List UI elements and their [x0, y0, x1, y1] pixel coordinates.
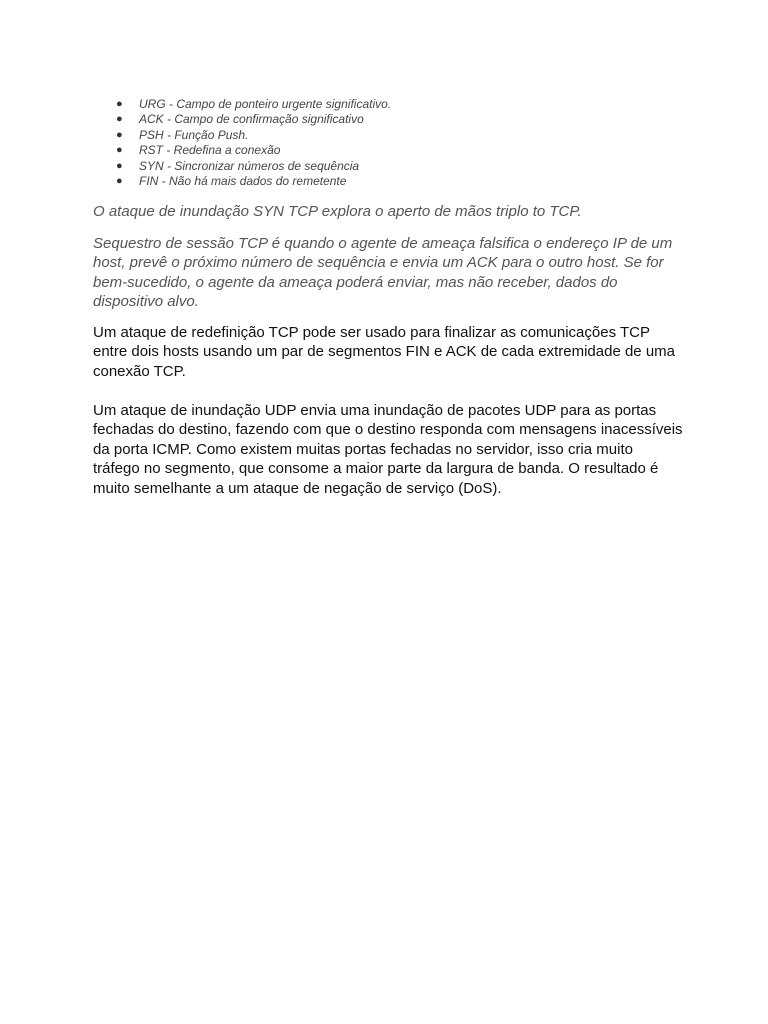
bullet-icon: ● — [116, 113, 123, 126]
list-item-text: RST - Redefina a conexão — [139, 143, 281, 158]
bullet-icon: ● — [116, 98, 123, 110]
bullet-icon: ● — [116, 128, 123, 141]
list-item — [93, 97, 391, 112]
list-item-text: URG - Campo de ponteiro urgente significativo. — [139, 97, 392, 111]
list-item-text: FIN - Não há mais dados do remetente — [139, 174, 347, 189]
tcp-flags-list — [93, 97, 391, 189]
bullet-icon: ● — [116, 159, 123, 172]
list-item — [93, 143, 391, 158]
list-item-text: ACK - Campo de confirmação significativo — [139, 112, 364, 127]
list-item — [93, 159, 391, 174]
syn-flood-paragraph: O ataque de inundação SYN TCP explora o aperto de mãos triplo to TCP. — [93, 203, 582, 220]
bullet-icon: ● — [116, 144, 123, 157]
list-item — [93, 128, 391, 143]
session-hijack-paragraph: Sequestro de sessão TCP é quando o agente de ameaça falsifica o endereço IP de um host, prevê o próximo número de sequência e envia um ACK para o outro host. Se for bem-sucedido, o agente da ameaça poderá enviar, mas não receber, dados do dispositivo alvo. — [93, 235, 673, 311]
list-item — [93, 112, 391, 127]
tcp-reset-paragraph: Um ataque de redefinição TCP pode ser usado para finalizar as comunicações TCP entre dois hosts usando um par de segmentos FIN e ACK de cada extremidade de uma conexão TCP. — [93, 324, 675, 380]
list-item — [93, 174, 391, 189]
udp-flood-paragraph: Um ataque de inundação UDP envia uma inundação de pacotes UDP para as portas fechadas do destino, fazendo com que o destino responda com mensagens inacessíveis da porta ICMP. Como existem muitas portas fechadas no servidor, isso cria muito tráfego no segmento, que consome a maior parte da largura de banda. O resultado é muito semelhante a um ataque de negação de serviço (DoS). — [93, 402, 683, 497]
bullet-icon: ● — [116, 175, 123, 188]
list-item-text: PSH - Função Push. — [139, 127, 249, 142]
list-item-text: SYN - Sincronizar números de sequência — [139, 158, 360, 173]
